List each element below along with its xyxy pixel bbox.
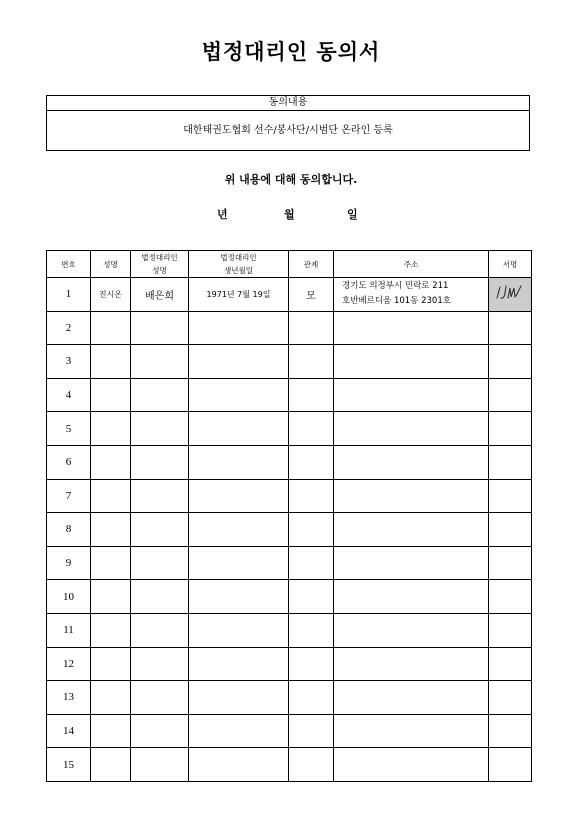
header-signature: 서명 xyxy=(489,251,532,278)
row-number: 9 xyxy=(47,546,91,580)
row-number: 13 xyxy=(47,681,91,715)
row-number: 10 xyxy=(47,580,91,614)
table-row xyxy=(47,546,532,580)
consent-header: 동의내용 xyxy=(47,96,529,111)
table-row xyxy=(47,378,532,412)
date-month-label: 월 xyxy=(284,208,295,221)
table-row xyxy=(47,748,532,782)
table-row xyxy=(47,513,532,547)
date-year-label: 년 xyxy=(217,208,228,221)
row-number: 12 xyxy=(47,647,91,681)
guardian-name: 배은희 xyxy=(131,278,189,312)
date-day-label: 일 xyxy=(347,208,358,221)
address: 경기도 의정부시 민락로 211 호반베르디움 101동 2301호 xyxy=(334,278,489,312)
table-header-row xyxy=(47,251,532,278)
table-row xyxy=(47,445,532,479)
agree-statement: 위 내용에 대해 동의합니다. xyxy=(224,173,358,186)
header-no: 번호 xyxy=(47,251,91,278)
table-row xyxy=(47,580,532,614)
row-number: 3 xyxy=(47,345,91,379)
table-row xyxy=(47,479,532,513)
handwritten-signature-icon xyxy=(492,279,528,305)
table-row xyxy=(47,714,532,748)
header-relation: 관계 xyxy=(289,251,334,278)
relation: 모 xyxy=(289,278,334,312)
signature-cell xyxy=(489,278,532,312)
consent-box xyxy=(46,95,530,151)
table-row xyxy=(47,311,532,345)
table-row xyxy=(47,647,532,681)
row-number: 15 xyxy=(47,748,91,782)
table-row xyxy=(47,345,532,379)
row-number: 5 xyxy=(47,412,91,446)
header-address: 주소 xyxy=(334,251,489,278)
row-number: 6 xyxy=(47,445,91,479)
guardian-birthdate: 1971년 7월 19일 xyxy=(189,278,289,312)
document-title: 법정대리인 동의서 xyxy=(201,40,381,64)
student-name: 진시온 xyxy=(91,278,131,312)
row-number: 8 xyxy=(47,513,91,547)
header-guardian-name: 법정대리인 성명 xyxy=(131,251,189,278)
row-number: 11 xyxy=(47,613,91,647)
row-number: 1 xyxy=(47,278,91,312)
table-row xyxy=(47,278,532,312)
row-number: 4 xyxy=(47,378,91,412)
consent-body: 대한태권도협회 선수/봉사단/시범단 온라인 등록 xyxy=(183,125,393,136)
header-guardian-birth: 법정대리인 생년월일 xyxy=(189,251,289,278)
row-number: 14 xyxy=(47,714,91,748)
signature-table xyxy=(46,250,532,782)
table-row xyxy=(47,613,532,647)
header-name: 성명 xyxy=(91,251,131,278)
table-row xyxy=(47,412,532,446)
row-number: 2 xyxy=(47,311,91,345)
table-row xyxy=(47,681,532,715)
row-number: 7 xyxy=(47,479,91,513)
